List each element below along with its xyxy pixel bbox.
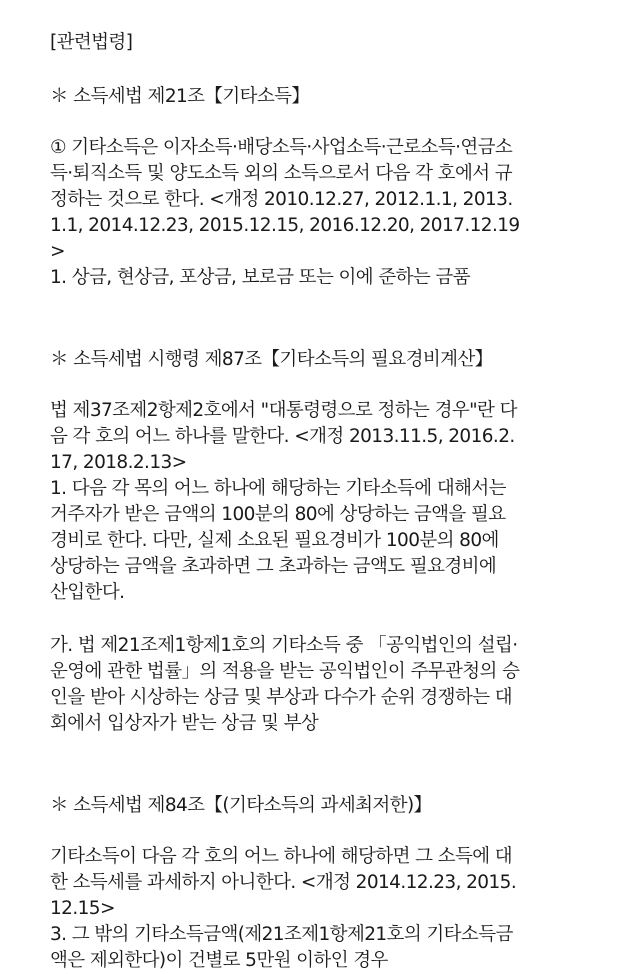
law-title: ＊ 소득세법 시행령 제87조【기타소득의 필요경비계산】 [50, 349, 493, 370]
law-paragraph: 법 제37조제2항제2호에서 "대통령령으로 정하는 경우"란 다 음 각 호의 어느 하나를 말한다. <개정 2013.11.5, 2016.2. 17, 2018.2.13> [50, 400, 517, 473]
law-subitem: 가. 법 제21조제1항제1호의 기타소득 중 「공익법인의 설립· 운영에 관한 법률」의 적용을 받는 공익법인이 주무관청의 승 인을 받아 시상하는 상금 및 부상과 다수가 순위 경쟁하는 대 회에서 입상자가 받는 상금 및 부상 [50, 635, 520, 734]
law-section-income-tax-art21 [50, 84, 625, 291]
law-item: 1. 다음 각 목의 어느 하나에 해당하는 기타소득에 대해서는 거주자가 받은 금액의 100분의 80에 상당하는 금액을 필요 경비로 한다. 다만, 실제 소요된 필요경비가 100분의 80에 상당하는 금액을 초과하면 그 초과하는 금액도 필요경비에 산입한다. [50, 478, 506, 603]
law-paragraph: ① 기타소득은 이자소득·배당소득·사업소득·근로소득·연금소 득·퇴직소득 및 양도소득 외의 소득으로서 다음 각 호에서 규 정하는 것으로 한다. <개정 2010.12.27, 2012.1.1, 2013. 1.1, 2014.12.23, 2015.12.15, 2016.12.20, 2017.12.19 > [50, 137, 520, 262]
law-section-enforcement-decree-art87 [50, 347, 625, 737]
law-item: 1. 상금, 현상금, 포상금, 보로금 또는 이에 준하는 금품 [50, 267, 470, 288]
law-title: ＊ 소득세법 제84조【(기타소득의 과세최저한)】 [50, 795, 432, 816]
law-title: ＊ 소득세법 제21조【기타소득】 [50, 86, 310, 107]
law-section-income-tax-art84 [50, 793, 625, 974]
related-laws-header: [관련법령] [50, 32, 133, 53]
law-document [50, 30, 625, 974]
law-item: 3. 그 밖의 기타소득금액(제21조제1항제21호의 기타소득금 액은 제외한다)이 건별로 5만원 이하인 경우 [50, 924, 513, 971]
law-paragraph: 기타소득이 다음 각 호의 어느 하나에 해당하면 그 소득에 대 한 소득세를 과세하지 아니한다. <개정 2014.12.23, 2015. 12.15> [50, 846, 517, 919]
